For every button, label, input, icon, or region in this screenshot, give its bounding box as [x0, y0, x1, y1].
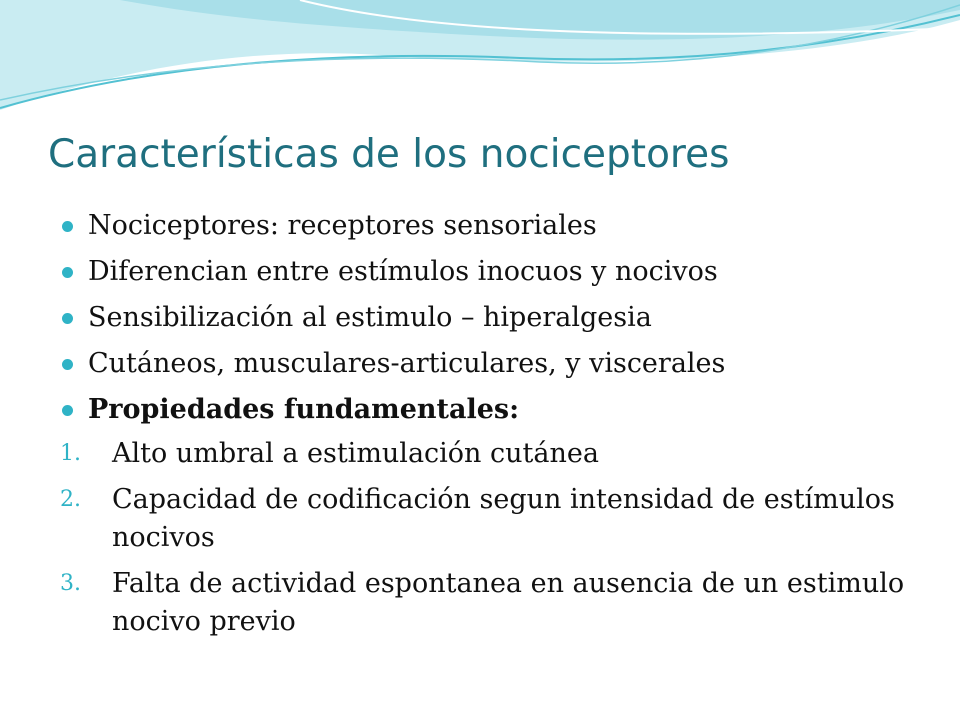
slide-title: Características de los nociceptores [48, 132, 730, 177]
bullet-dot-icon [62, 221, 73, 232]
bullet-text: Nociceptores: receptores sensoriales [88, 210, 597, 241]
bullet-text: Cutáneos, musculares-articulares, y viscerales [88, 348, 726, 379]
numbered-item [60, 565, 920, 641]
slide-content [60, 205, 920, 649]
bullet-text-bold: Propiedades fundamentales: [88, 394, 520, 425]
item-number: 2. [60, 487, 81, 512]
bullet-item [60, 297, 920, 343]
header-wave-decoration [0, 0, 960, 120]
bullet-dot-icon [62, 405, 73, 416]
numbered-item [60, 435, 920, 473]
bullet-dot-icon [62, 359, 73, 370]
item-text: Alto umbral a estimulación cutánea [112, 438, 599, 469]
bullet-item [60, 389, 920, 435]
numbered-item [60, 481, 920, 557]
bullet-item [60, 343, 920, 389]
bullet-item [60, 205, 920, 251]
bullet-dot-icon [62, 267, 73, 278]
item-text: Falta de actividad espontanea en ausencia de un estimulo nocivo previo [112, 568, 905, 637]
bullet-dot-icon [62, 313, 73, 324]
item-number: 3. [60, 571, 81, 596]
bullet-item [60, 251, 920, 297]
item-text: Capacidad de codificación segun intensidad de estímulos nocivos [112, 484, 895, 553]
item-number: 1. [60, 441, 81, 466]
bullet-text: Sensibilización al estimulo – hiperalgesia [88, 302, 652, 333]
bullet-text: Diferencian entre estímulos inocuos y nocivos [88, 256, 718, 287]
